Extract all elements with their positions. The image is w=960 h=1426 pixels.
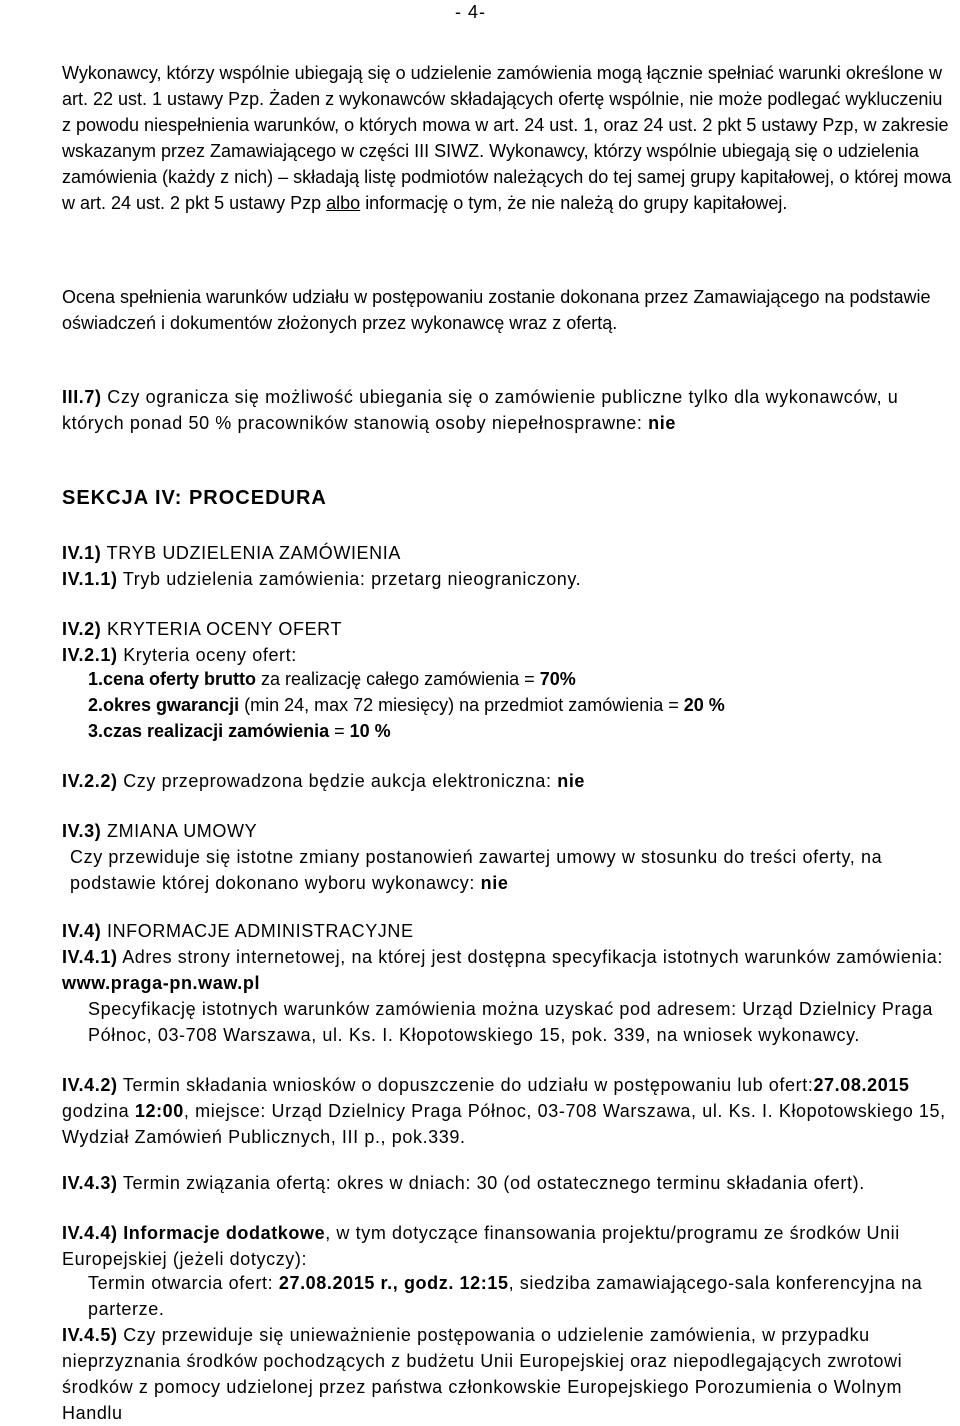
iv1-title: TRYB UDZIELENIA ZAMÓWIENIA — [106, 543, 401, 563]
iv42-time: 12:00 — [134, 1101, 184, 1121]
iii7-text: Czy ogranicza się możliwość ubiegania się o zamówienie publiczne tylko dla wykonawców, u których ponad 50 % pracowników stanowią osoby niepełnosprawne: — [62, 387, 899, 433]
criterion-name: 2.okres gwarancji — [88, 695, 240, 715]
iv21-line — [62, 642, 297, 668]
iv22-line — [62, 768, 585, 794]
iv21-label: IV.2.1) — [62, 645, 118, 665]
iv3-text: Czy przewiduje się istotne zmiany postanowień zawartej umowy w stosunku do treści oferty, na podstawie której dokonano wyboru wykonawcy: — [70, 847, 883, 893]
section-heading: SEKCJA IV: PROCEDURA — [62, 487, 327, 509]
iv2-title: KRYTERIA OCENY OFERT — [106, 619, 343, 639]
iv42-text-c: , miejsce: Urząd Dzielnicy Praga Północ, 03-708 Warszawa, ul. Ks. I. Kłopotowskiego 15, Wydział Zamówień Publicznych, III p., pok.339. — [62, 1101, 946, 1147]
para1-text-a: Wykonawcy, którzy wspólnie ubiegają się o udzielenie zamówienia mogą łącznie spełniać warunki określone w art. 22 ust. 1 ustawy Pzp. Żaden z wykonawców składających ofertę wspólnie, nie może podlegać wykluczeniu z powodu niespełnienia warunków, o których mowa w art. 24 ust. 1, — [62, 63, 943, 135]
iv3-heading — [62, 818, 257, 844]
iv22-label: IV.2.2) — [62, 771, 118, 791]
iv41-url: www.praga-pn.waw.pl — [62, 973, 261, 993]
criterion-weight: 20 % — [683, 695, 725, 715]
iv22-answer: nie — [557, 771, 586, 791]
iv2-label: IV.2) — [62, 619, 102, 639]
paragraph-assessment: Ocena spełnienia warunków udziału w postępowaniu zostanie dokonana przez Zamawiającego na podstawie oświadczeń i dokumentów złożonych przez wykonawcę wraz z ofertą. — [62, 287, 931, 333]
iv21-text: Kryteria oceny ofert: — [123, 645, 297, 665]
page-number: - 4- — [455, 2, 486, 22]
iv3-label: IV.3) — [62, 821, 102, 841]
iv45-text: Czy przewiduje się unieważnienie postępowania o udzielenie zamówienia, w przypadku nieprzyznania środków pochodzących z budżetu Unii Europejskiej oraz niepodlegających zwrotowi środków z pomocy udzielonej przez państwa członkowskie Europejskiego Porozumienia o Wolnym Handlu — [62, 1325, 903, 1423]
iv3-body — [70, 844, 940, 896]
criterion-name: 1.cena oferty brutto — [88, 669, 257, 689]
criterion-name: 3.czas realizacji zamówienia — [88, 721, 330, 741]
iv41-label: IV.4.1) — [62, 947, 118, 967]
para1-text-c: Wykonawcy, którzy wspólnie ubiegają się o udzielenia zamówienia (każdy z nich) – składają listę podmiotów należących do tej samej grupy kapitałowej, o której mowa w art. 24 ust. 2 pkt 5 ustawy Pzp — [62, 141, 952, 213]
iv41-address: Specyfikację istotnych warunków zamówienia można uzyskać pod adresem: Urząd Dzielnicy Praga Północ, 03-708 Warszawa, ul. Ks. I. Kłopotowskiego 15, pok. 339, na wniosek wykonawcy. — [88, 999, 933, 1045]
iv4-title: INFORMACJE ADMINISTRACYJNE — [106, 921, 414, 941]
iv44-line2a: Termin otwarcia ofert: — [88, 1273, 279, 1293]
iv45-block — [62, 1322, 946, 1426]
iii7-answer: nie — [648, 413, 676, 433]
iv2-heading — [62, 616, 342, 642]
iv11-label: IV.1.1) — [62, 569, 118, 589]
iv42-text-b: godzina — [62, 1101, 135, 1121]
criterion-desc: za realizację całego zamówienia = — [256, 669, 540, 689]
iv42-text-a: Termin składania wniosków o dopuszczenie do udziału w postępowaniu lub ofert: — [122, 1075, 814, 1095]
iv44-line2c: , siedziba zamawiającego-sala konferencyjna na parterze. — [88, 1273, 923, 1319]
iv44-line2b: 27.08.2015 r., godz. 12:15 — [278, 1273, 509, 1293]
iv3-answer: nie — [480, 873, 509, 893]
iv11-line — [62, 566, 581, 592]
paragraph-joint-bidders — [62, 60, 956, 216]
criterion-desc: (min 24, max 72 miesięcy) na przedmiot zamówienia = — [239, 695, 684, 715]
para1-text-b: oraz 24 ust. 2 pkt 5 ustawy Pzp, w zakresie wskazanym przez Zamawiającego w części III SIWZ. — [62, 115, 949, 161]
iv45-label: IV.4.5) — [62, 1325, 118, 1345]
iii7-label: III.7) — [62, 387, 102, 407]
criterion-weight: 10 % — [349, 721, 391, 741]
iv11-text: Tryb udzielenia zamówienia: przetarg nieograniczony. — [122, 569, 582, 589]
criterion-desc: = — [329, 721, 350, 741]
iv42-label: IV.4.2) — [62, 1075, 118, 1095]
iv43-block — [62, 1170, 946, 1196]
para1-text-e: informację o tym, że nie należą do grupy kapitałowej. — [365, 193, 788, 213]
iv44-text: , w tym dotyczące finansowania projektu/programu ze środków Unii Europejskiej (jeżeli dotyczy): — [62, 1223, 900, 1269]
criterion-item — [88, 692, 725, 718]
iv42-block — [62, 1072, 946, 1150]
section-iii7 — [62, 384, 940, 436]
iv44-opening — [88, 1270, 940, 1322]
para1-albo: albo — [326, 193, 361, 213]
iv44-block — [62, 1220, 946, 1272]
iv41-text: Adres strony internetowej, na której jest dostępna specyfikacja istotnych warunków zamówienia: — [122, 947, 943, 967]
criterion-item — [88, 718, 391, 744]
iv42-date: 27.08.2015 — [813, 1075, 910, 1095]
criterion-weight: 70% — [539, 669, 576, 689]
criterion-item — [88, 666, 576, 692]
iv43-text: Termin związania ofertą: okres w dniach: 30 (od ostatecznego terminu składania ofert). — [122, 1173, 865, 1193]
iv1-label: IV.1) — [62, 543, 102, 563]
iv22-text: Czy przeprowadzona będzie aukcja elektroniczna: — [123, 771, 552, 791]
iv4-heading — [62, 918, 414, 944]
iv44-label: IV.4.4) — [62, 1223, 118, 1243]
iv1-heading — [62, 540, 401, 566]
iv43-label: IV.4.3) — [62, 1173, 118, 1193]
iv44-bold: Informacje dodatkowe — [123, 1223, 326, 1243]
iv3-title: ZMIANA UMOWY — [106, 821, 258, 841]
iv41-block — [62, 944, 946, 996]
iv4-label: IV.4) — [62, 921, 102, 941]
